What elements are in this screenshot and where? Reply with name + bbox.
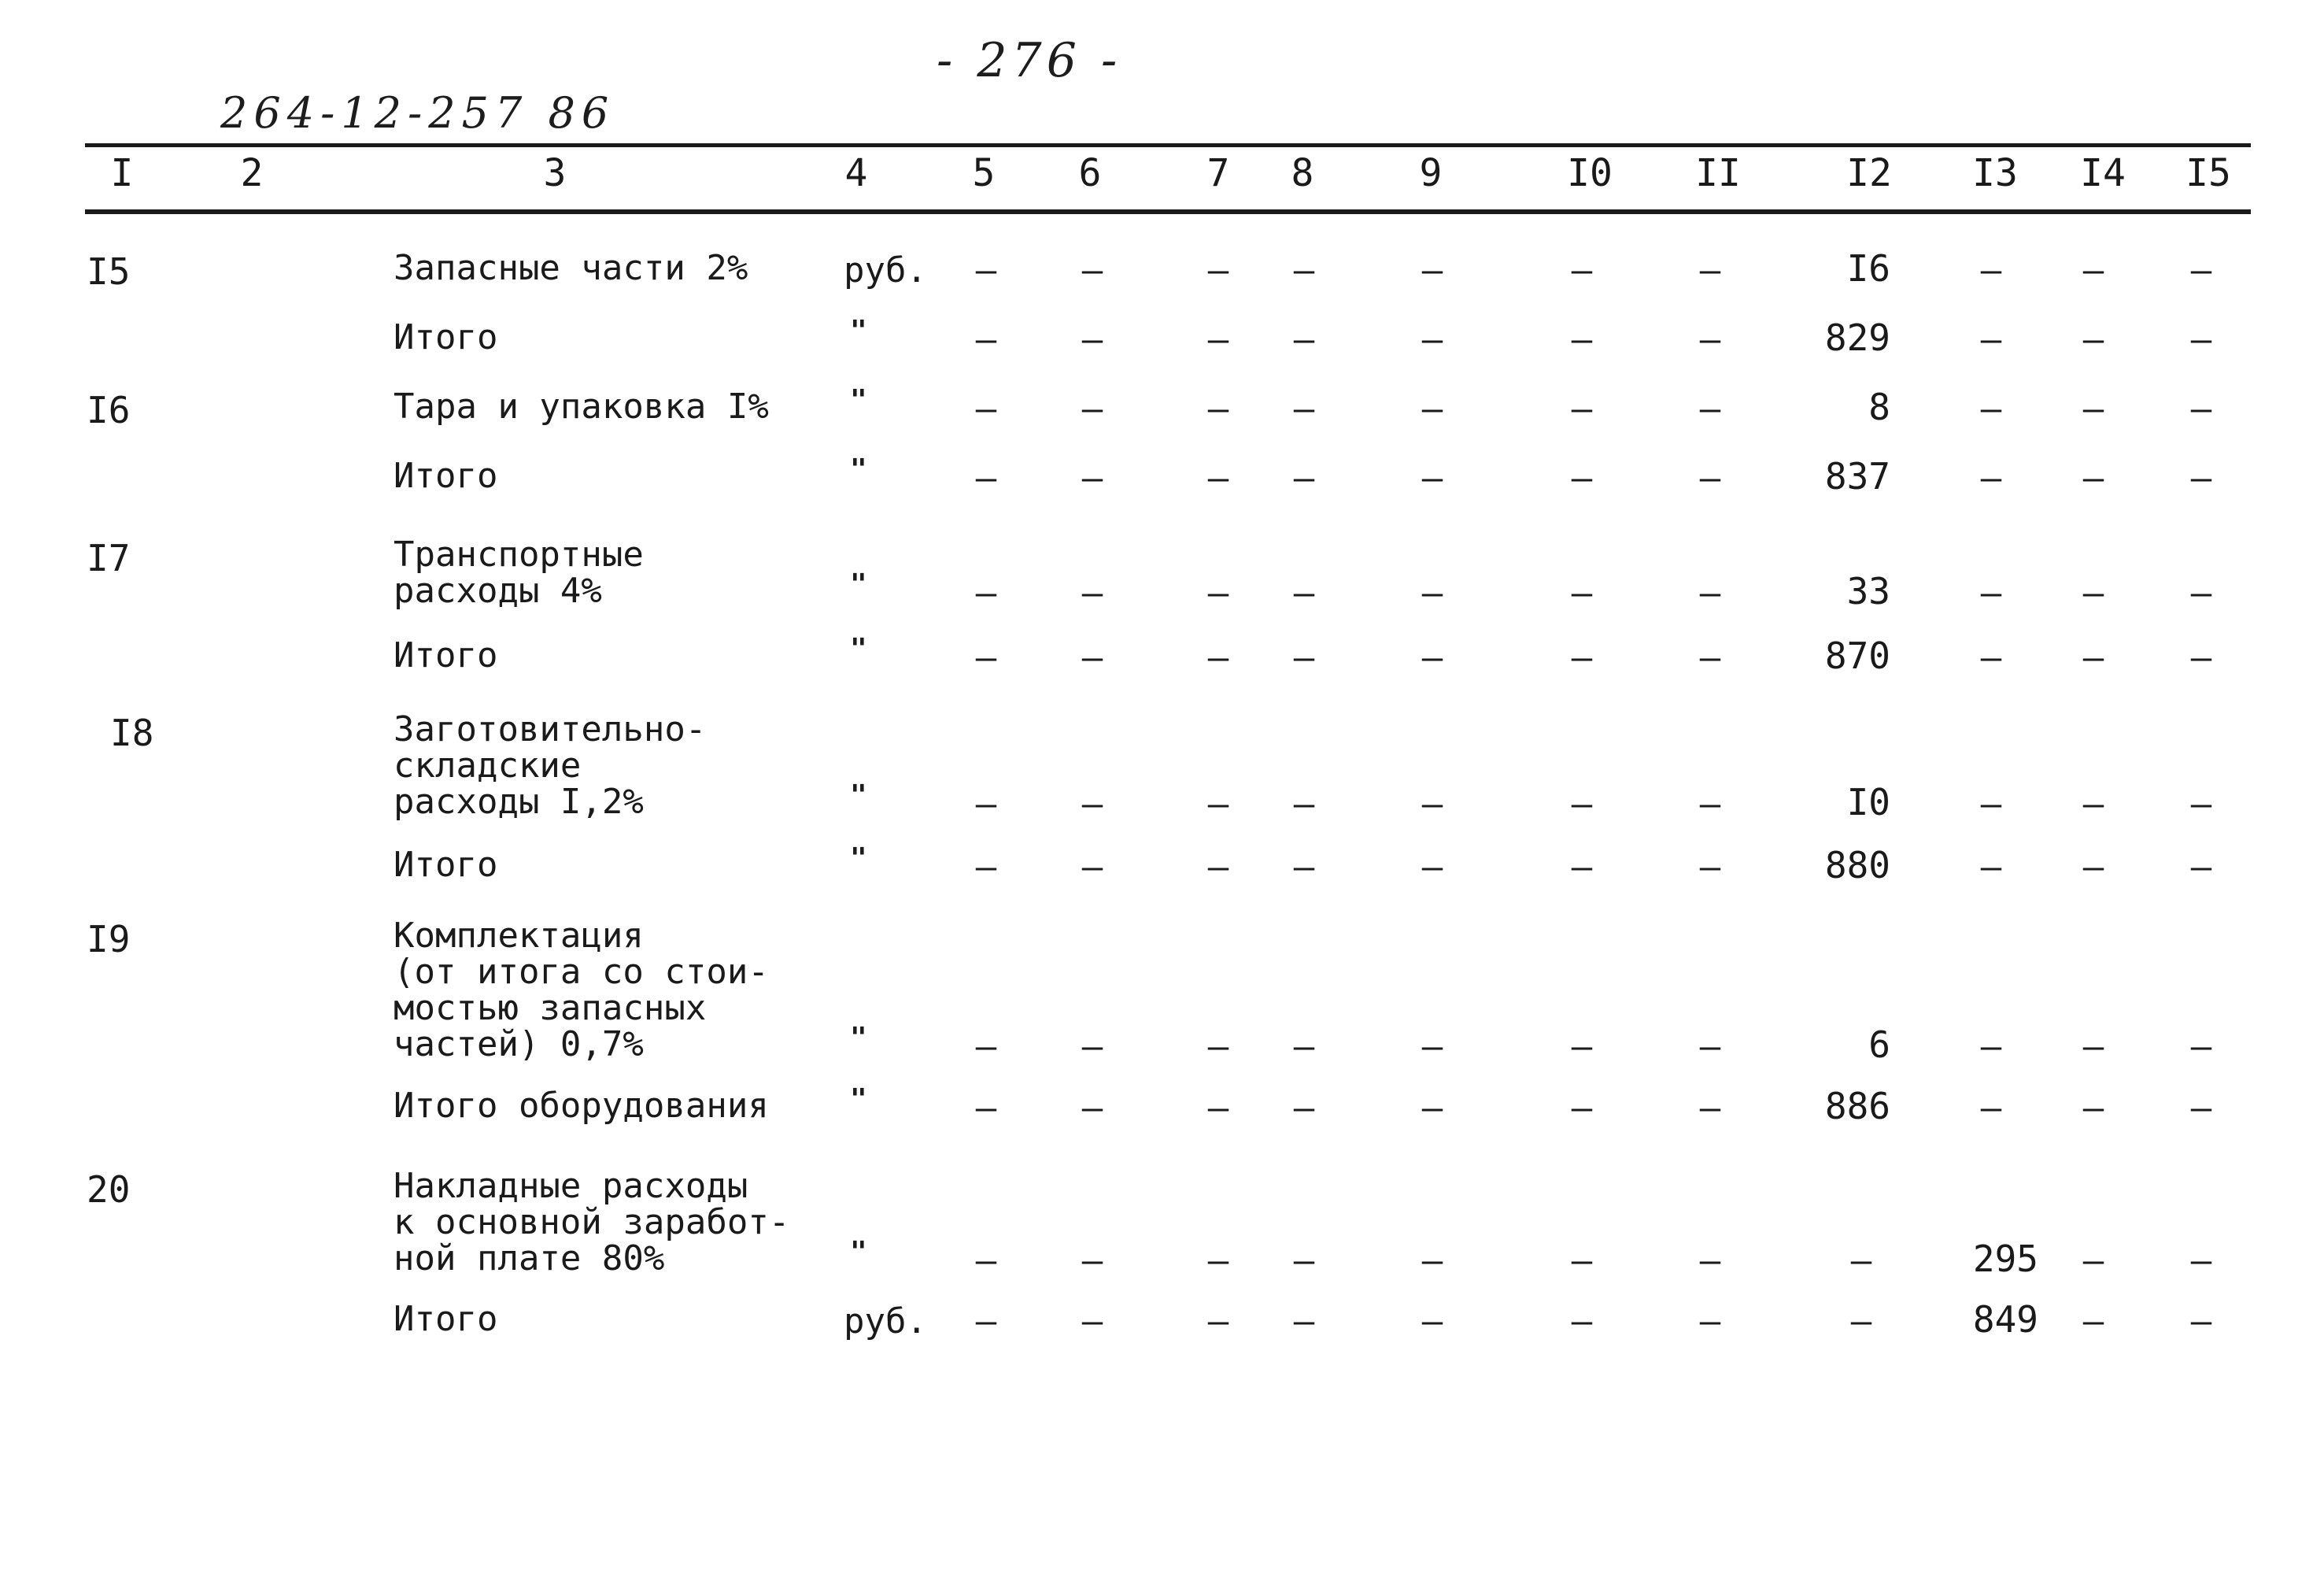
cell-col-8: – xyxy=(1293,389,1315,429)
table-top-rule xyxy=(85,143,2251,147)
cell-col-13: – xyxy=(1980,1027,2002,1067)
cell-col-9: – xyxy=(1421,1301,1443,1341)
cell-col-13: 849 xyxy=(1972,1298,2038,1341)
cell-col-13: 295 xyxy=(1972,1238,2038,1280)
cell-col-11: – xyxy=(1699,1241,1721,1281)
cell-col-13: – xyxy=(1980,784,2002,824)
cell-col-14: – xyxy=(2082,1241,2104,1281)
cell-col-11: – xyxy=(1699,847,1721,887)
cell-col-7: – xyxy=(1207,638,1229,678)
cell-col-7: – xyxy=(1207,1088,1229,1128)
row-unit: руб. xyxy=(844,1301,927,1341)
cell-col-9: – xyxy=(1421,1027,1443,1067)
cell-col-9: – xyxy=(1421,847,1443,887)
page-number: - 276 - xyxy=(937,33,1122,88)
column-header-7: 7 xyxy=(1206,151,1230,195)
cell-col-8: – xyxy=(1293,1027,1315,1067)
cell-col-12: 886 xyxy=(1824,1085,1890,1127)
cell-col-8: – xyxy=(1293,784,1315,824)
cell-col-11: – xyxy=(1699,1301,1721,1341)
cell-col-14: – xyxy=(2082,847,2104,887)
column-header-9: 9 xyxy=(1419,151,1443,195)
cell-col-9: – xyxy=(1421,320,1443,360)
cell-col-14: – xyxy=(2082,320,2104,360)
cell-col-8: – xyxy=(1293,1301,1315,1341)
cell-col-7: – xyxy=(1207,1027,1229,1067)
column-header-2: 2 xyxy=(240,151,264,195)
row-unit: " xyxy=(850,568,867,601)
cell-col-14: – xyxy=(2082,1301,2104,1341)
cell-col-6: – xyxy=(1081,847,1103,887)
column-header-12: I2 xyxy=(1846,151,1892,195)
row-description: Тара и упаковка I% xyxy=(393,387,769,427)
cell-col-15: – xyxy=(2190,784,2212,824)
cell-col-8: – xyxy=(1293,1241,1315,1281)
cell-col-9: – xyxy=(1421,784,1443,824)
row-unit: " xyxy=(850,1022,867,1054)
cell-col-14: – xyxy=(2082,458,2104,498)
cell-col-5: – xyxy=(975,389,997,429)
cell-col-11: – xyxy=(1699,638,1721,678)
row-unit: " xyxy=(850,453,867,486)
cell-col-15: – xyxy=(2190,1241,2212,1281)
row-description: Итого оборудования xyxy=(393,1086,769,1126)
cell-col-15: – xyxy=(2190,389,2212,429)
cell-col-8: – xyxy=(1293,250,1315,290)
cell-col-11: – xyxy=(1699,1088,1721,1128)
cell-col-15: – xyxy=(2190,638,2212,678)
cell-col-10: – xyxy=(1571,1301,1593,1341)
cell-col-8: – xyxy=(1293,320,1315,360)
column-header-8: 8 xyxy=(1291,151,1314,195)
column-header-14: I4 xyxy=(2080,151,2126,195)
cell-col-12: 880 xyxy=(1824,844,1890,886)
column-header-6: 6 xyxy=(1078,151,1102,195)
row-unit: " xyxy=(850,779,867,812)
cell-col-15: – xyxy=(2190,250,2212,290)
cell-col-10: – xyxy=(1571,250,1593,290)
cell-col-5: – xyxy=(975,1241,997,1281)
cell-col-14: – xyxy=(2082,784,2104,824)
cell-col-5: – xyxy=(975,1027,997,1067)
cell-col-7: – xyxy=(1207,1241,1229,1281)
cell-col-10: – xyxy=(1571,1088,1593,1128)
cell-col-14: – xyxy=(2082,250,2104,290)
cell-col-10: – xyxy=(1571,320,1593,360)
row-number: I7 xyxy=(87,537,131,579)
cell-col-10: – xyxy=(1571,1241,1593,1281)
cell-col-12: 6 xyxy=(1868,1023,1890,1066)
row-description: Комплектация (от итога со стои- мостью запасных частей) 0,7% xyxy=(393,916,769,1064)
row-unit: " xyxy=(850,633,867,665)
cell-col-8: – xyxy=(1293,573,1315,613)
cell-col-15: – xyxy=(2190,320,2212,360)
cell-col-10: – xyxy=(1571,784,1593,824)
cell-col-9: – xyxy=(1421,573,1443,613)
cell-col-7: – xyxy=(1207,320,1229,360)
cell-col-6: – xyxy=(1081,458,1103,498)
column-header-3: 3 xyxy=(543,151,567,195)
cell-col-6: – xyxy=(1081,638,1103,678)
row-number: I8 xyxy=(110,712,154,754)
cell-col-8: – xyxy=(1293,847,1315,887)
cell-col-5: – xyxy=(975,1088,997,1128)
cell-col-13: – xyxy=(1980,638,2002,678)
row-description: Накладные расходы к основной заработ- ной плате 80% xyxy=(393,1166,790,1278)
cell-col-5: – xyxy=(975,320,997,360)
cell-col-11: – xyxy=(1699,250,1721,290)
cell-col-9: – xyxy=(1421,458,1443,498)
cell-col-7: – xyxy=(1207,389,1229,429)
cell-col-11: – xyxy=(1699,320,1721,360)
cell-col-11: – xyxy=(1699,458,1721,498)
cell-col-14: – xyxy=(2082,1088,2104,1128)
cell-col-13: – xyxy=(1980,458,2002,498)
cell-col-5: – xyxy=(975,847,997,887)
cell-col-5: – xyxy=(975,250,997,290)
column-header-13: I3 xyxy=(1972,151,2018,195)
column-header-10: I0 xyxy=(1567,151,1613,195)
cell-col-12: I0 xyxy=(1846,781,1890,823)
cell-col-12: 870 xyxy=(1824,635,1890,677)
row-description: Итого xyxy=(393,1299,498,1339)
cell-col-13: – xyxy=(1980,250,2002,290)
cell-col-13: – xyxy=(1980,389,2002,429)
cell-col-15: – xyxy=(2190,1088,2212,1128)
row-description: Итого xyxy=(393,456,498,496)
cell-col-6: – xyxy=(1081,1027,1103,1067)
cell-col-13: – xyxy=(1980,847,2002,887)
cell-col-15: – xyxy=(2190,1301,2212,1341)
cell-col-12: 829 xyxy=(1824,316,1890,359)
cell-col-14: – xyxy=(2082,389,2104,429)
row-unit: " xyxy=(850,1236,867,1268)
cell-col-10: – xyxy=(1571,1027,1593,1067)
cell-col-11: – xyxy=(1699,1027,1721,1067)
column-header-11: II xyxy=(1695,151,1741,195)
row-unit: " xyxy=(850,384,867,416)
row-description: Итого xyxy=(393,845,498,885)
row-number: I6 xyxy=(87,389,131,431)
column-header-4: 4 xyxy=(844,151,868,195)
cell-col-10: – xyxy=(1571,389,1593,429)
cell-col-13: – xyxy=(1980,320,2002,360)
row-description: Итого xyxy=(393,317,498,357)
row-number: I5 xyxy=(87,250,131,293)
cell-col-7: – xyxy=(1207,250,1229,290)
cell-col-15: – xyxy=(2190,1027,2212,1067)
cell-col-9: – xyxy=(1421,250,1443,290)
row-description: Заготовительно- складские расходы I,2% xyxy=(393,709,707,822)
document-code: 264-12-257 86 xyxy=(220,88,615,138)
cell-col-5: – xyxy=(975,573,997,613)
row-number: 20 xyxy=(87,1168,131,1211)
cell-col-6: – xyxy=(1081,250,1103,290)
table-header-rule xyxy=(85,209,2251,214)
cell-col-7: – xyxy=(1207,784,1229,824)
cell-col-14: – xyxy=(2082,638,2104,678)
cell-col-6: – xyxy=(1081,389,1103,429)
cell-col-6: – xyxy=(1081,1241,1103,1281)
cell-col-8: – xyxy=(1293,638,1315,678)
column-header-1: I xyxy=(110,151,134,195)
row-unit: руб. xyxy=(844,250,927,290)
cell-col-10: – xyxy=(1571,573,1593,613)
cell-col-8: – xyxy=(1293,1088,1315,1128)
row-unit: " xyxy=(850,842,867,875)
cell-col-6: – xyxy=(1081,1088,1103,1128)
cell-col-11: – xyxy=(1699,389,1721,429)
cell-col-7: – xyxy=(1207,458,1229,498)
cell-col-10: – xyxy=(1571,638,1593,678)
cell-col-15: – xyxy=(2190,847,2212,887)
row-description: Транспортные расходы 4% xyxy=(393,535,644,611)
cell-col-7: – xyxy=(1207,573,1229,613)
cell-col-12: – xyxy=(1850,1301,1872,1341)
cell-col-9: – xyxy=(1421,1088,1443,1128)
cell-col-6: – xyxy=(1081,320,1103,360)
cell-col-12: 33 xyxy=(1846,570,1890,612)
cell-col-14: – xyxy=(2082,573,2104,613)
cell-col-5: – xyxy=(975,638,997,678)
row-unit: " xyxy=(850,1083,867,1116)
cell-col-15: – xyxy=(2190,573,2212,613)
cell-col-12: 837 xyxy=(1824,455,1890,498)
cell-col-14: – xyxy=(2082,1027,2104,1067)
cell-col-11: – xyxy=(1699,784,1721,824)
cell-col-11: – xyxy=(1699,573,1721,613)
cell-col-6: – xyxy=(1081,784,1103,824)
cell-col-6: – xyxy=(1081,1301,1103,1341)
cell-col-6: – xyxy=(1081,573,1103,613)
cell-col-7: – xyxy=(1207,1301,1229,1341)
cell-col-7: – xyxy=(1207,847,1229,887)
cell-col-5: – xyxy=(975,1301,997,1341)
cell-col-8: – xyxy=(1293,458,1315,498)
cell-col-5: – xyxy=(975,458,997,498)
cell-col-13: – xyxy=(1980,573,2002,613)
column-header-15: I5 xyxy=(2185,151,2231,195)
cell-col-12: I6 xyxy=(1846,247,1890,290)
cell-col-9: – xyxy=(1421,389,1443,429)
cell-col-12: – xyxy=(1850,1241,1872,1281)
cell-col-15: – xyxy=(2190,458,2212,498)
cell-col-9: – xyxy=(1421,1241,1443,1281)
cell-col-12: 8 xyxy=(1868,386,1890,428)
column-header-5: 5 xyxy=(972,151,996,195)
cell-col-13: – xyxy=(1980,1088,2002,1128)
cell-col-9: – xyxy=(1421,638,1443,678)
row-number: I9 xyxy=(87,918,131,960)
cell-col-5: – xyxy=(975,784,997,824)
row-description: Запасные части 2% xyxy=(393,248,748,288)
cell-col-10: – xyxy=(1571,458,1593,498)
row-description: Итого xyxy=(393,635,498,675)
cell-col-10: – xyxy=(1571,847,1593,887)
row-unit: " xyxy=(850,315,867,347)
